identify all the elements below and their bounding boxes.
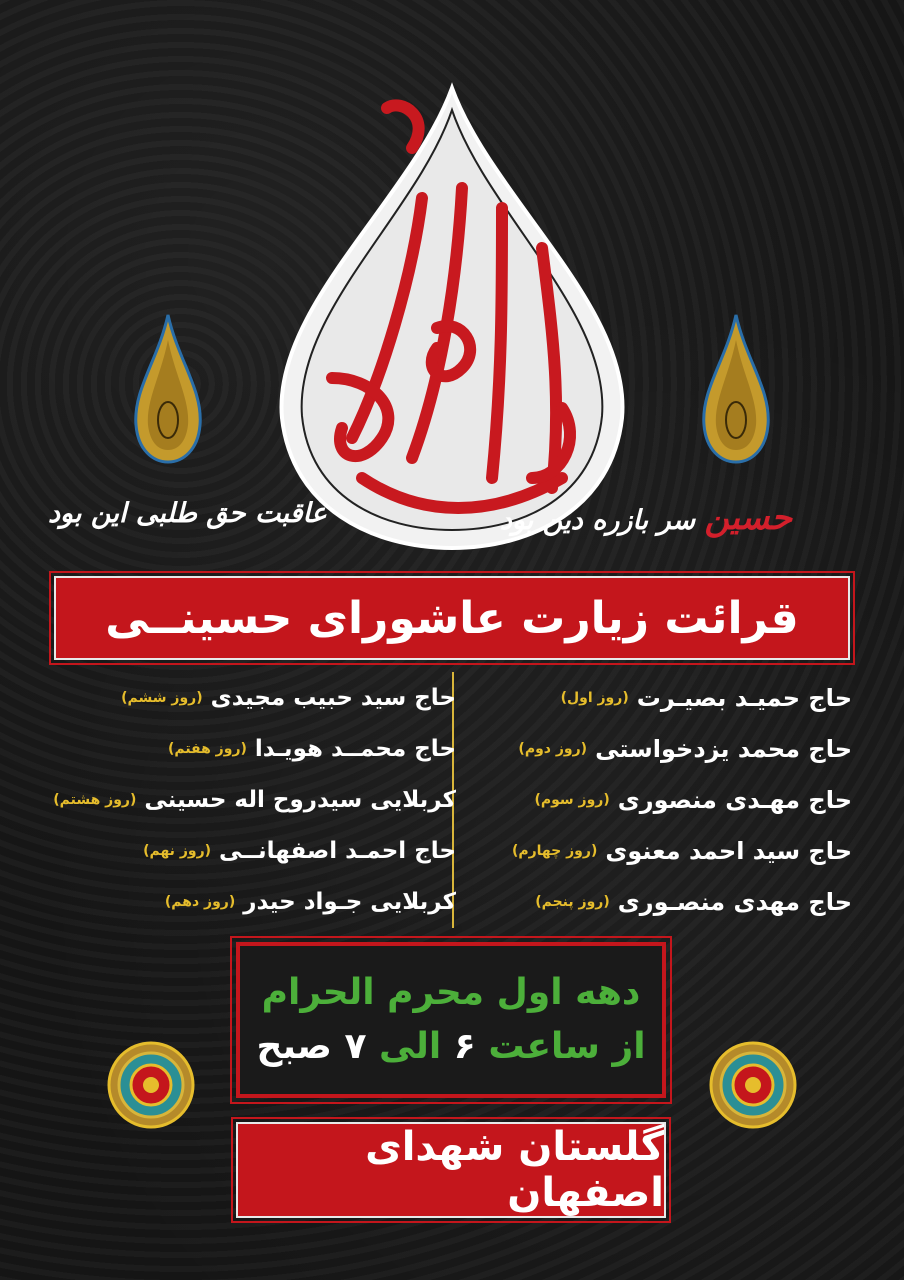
reader-day: (روز هشتم) [53, 791, 137, 808]
reader-day: (روز سوم) [534, 791, 610, 808]
reader-name: حاج حمیـد بصیـرت [636, 683, 852, 712]
title-banner [54, 576, 850, 660]
gold-drop-ornament-left [128, 310, 208, 470]
reader-name: حاج مهدی منصـوری [617, 887, 852, 916]
list-item [460, 723, 852, 774]
location-banner [236, 1122, 666, 1218]
verse-right [500, 498, 792, 538]
location-text: گلستان شهدای اصفهان [365, 1124, 664, 1216]
schedule-box [236, 942, 666, 1098]
readers-list-right [452, 672, 852, 928]
schedule-to: الی [378, 1026, 442, 1067]
verse-right-text: سر بازره دین بود [499, 505, 696, 536]
reader-day: (روز پنجم) [535, 893, 610, 910]
reader-name: حاج محمــد هویـدا [254, 735, 456, 762]
reader-name: حاج مهـدی منصوری [617, 785, 852, 814]
list-item [460, 825, 852, 876]
medallion-ornament-left [106, 1040, 196, 1130]
list-item [53, 774, 456, 825]
list-item [64, 723, 456, 774]
schedule-start: ۶ [453, 1026, 476, 1067]
list-item [64, 672, 456, 723]
reader-day: (روز دهم) [164, 893, 236, 910]
list-item [64, 825, 456, 876]
reader-day: (روز چهارم) [511, 842, 598, 859]
reader-day: (روز نهم) [143, 842, 212, 859]
list-item [460, 672, 852, 723]
reader-name: حاج احمـد اصفهانــی [219, 837, 456, 864]
schedule-from: از ساعت [488, 1026, 646, 1067]
list-item [460, 774, 852, 825]
medallion-ornament-right [708, 1040, 798, 1130]
reader-name: کربلایی سیدروح اله حسینی [144, 786, 456, 813]
reader-day: (روز اول) [560, 689, 629, 706]
reader-day: (روز دوم) [518, 740, 588, 757]
verse-hussein: حسین [704, 498, 792, 538]
reader-name: حاج سید حبیب مجیدی [210, 684, 456, 711]
reader-name: حاج محمد یزدخواستی [595, 734, 852, 763]
list-item [64, 876, 456, 927]
readers-list-left [53, 672, 456, 928]
schedule-end: ۷ صبح [256, 1026, 367, 1067]
calligraphy-teardrop [262, 78, 642, 558]
reader-name: کربلایی جـواد حیدر [243, 888, 456, 915]
reader-day: (روز هفتم) [167, 740, 247, 757]
schedule-hours [256, 1020, 645, 1074]
reader-name: حاج سید احمد معنوی [605, 836, 852, 865]
schedule-period: دهه اول محرم الحرام [261, 972, 641, 1013]
page-title: قرائت زیارت عاشورای حسینــی [105, 592, 799, 644]
verse-left: عاقبت حق طلبی این بود [48, 498, 327, 529]
reader-day: (روز ششم) [121, 689, 203, 706]
list-item [460, 876, 852, 927]
gold-drop-ornament-right [696, 310, 776, 470]
